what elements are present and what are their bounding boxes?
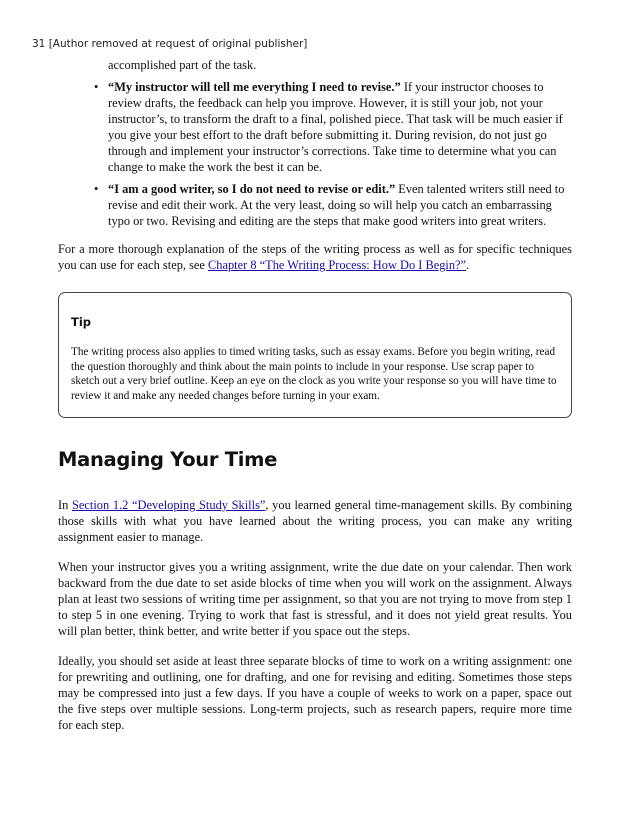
tip-body: The writing process also applies to timed writing tasks, such as essay exams. Before you begin writing, read the question thoroughly and think about the main points to include in your response. Use scrap paper to sketch out a very brief outline. Keep an eye on the clock as you write your response so you will have time to review it and make any needed changes before turning in your exam.: [71, 346, 557, 402]
tip-box: [58, 292, 572, 418]
paragraph-time-management: In Section 1.2 “Developing Study Skills”, you learned general time-management skills. By combining those skills with what you have learned about the writing process, you can make any writing assignment easier to manage.: [58, 498, 572, 544]
tip-title: Tip: [71, 315, 92, 329]
running-head: 31 [Author removed at request of original publisher]: [32, 38, 308, 50]
bullet-lead: “My instructor will tell me everything I need to revise.”: [108, 80, 401, 94]
paragraph-blocks-of-time: Ideally, you should set aside at least three separate blocks of time to work on a writing assignment: one for prewriting and outlining, one for drafting, and one for revising and editing. Sometimes those steps may be compressed into just a few days. If you have a couple of weeks to work on a paper, space out the five steps over multiple sessions. Long-term projects, such as research papers, require more time for each step.: [58, 654, 572, 732]
bullet-text: Even talented writers still need to revise and edit their work. At the very least, doing so will help you catch an embarrassing typo or two. Revising and editing are the steps that make good writers into great writers.: [108, 182, 565, 228]
paragraph-due-date: When your instructor gives you a writing assignment, write the due date on your calendar. Then work backward from the due date to set aside blocks of time when you will work on the assignment. Always plan at least two sessions of writing time per assignment, so that you are not trying to move from step 1 to step 5 in one evening. Trying to work that fast is stressful, and it does not yield great results. You will plan better, think better, and write better if you space out the steps.: [58, 560, 572, 638]
bullet-list: [58, 79, 572, 229]
continuation-text: accomplished part of the task.: [108, 58, 257, 72]
page-content: [58, 57, 572, 733]
section-heading: Managing Your Time: [58, 448, 278, 471]
bullet-item: [108, 181, 572, 229]
chapter-8-link[interactable]: Chapter 8 “The Writing Process: How Do I Begin?”: [208, 258, 467, 272]
bullet-item: [108, 79, 572, 175]
paragraph-more-explanation: For a more thorough explanation of the steps of the writing process as well as for specific techniques you can use for each step, see Chapter 8 “The Writing Process: How Do I Begin?”.: [58, 242, 572, 272]
bullet-text: If your instructor chooses to review drafts, the feedback can help you improve. However, it is still your job, not your instructor’s, to transform the draft to a final, polished piece. That task will be much easier if you give your best effort to the draft before submitting it. During revision, do not just go through and implement your instructor’s corrections. Take time to determine what you can change to make the work the best it can be.: [108, 80, 563, 174]
section-1-2-link[interactable]: Section 1.2 “Developing Study Skills”: [72, 498, 266, 512]
bullet-lead: “I am a good writer, so I do not need to revise or edit.”: [108, 182, 396, 196]
